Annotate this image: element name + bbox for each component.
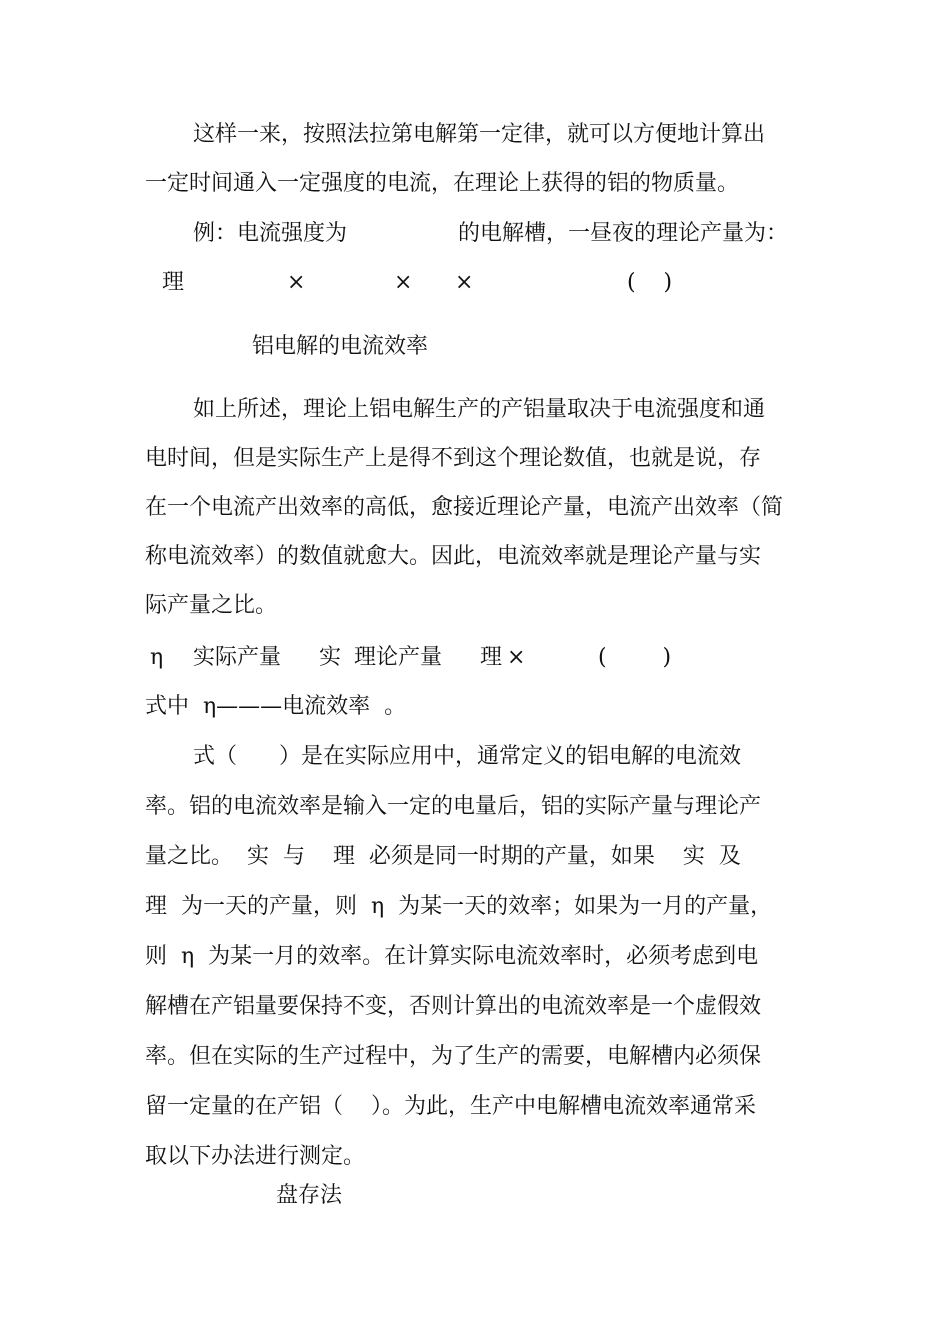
section-title-current-efficiency: 铝电解的电流效率 bbox=[252, 334, 429, 359]
formula1-times-2: × bbox=[394, 270, 413, 295]
formula1-equation-number: ( ) bbox=[627, 270, 673, 295]
formula1-times-3: × bbox=[455, 270, 474, 295]
formula2-equation-number: ( ) bbox=[598, 645, 672, 670]
para3-line6: 解槽在产铝量要保持不变，否则计算出的电流效率是一个虚假效 bbox=[145, 994, 762, 1019]
formula1-lhs: 理 bbox=[162, 270, 185, 295]
para3-line1: 式（ ）是在实际应用中，通常定义的铝电解的电流效 bbox=[193, 744, 741, 769]
formula2-times: × bbox=[507, 645, 526, 670]
para3-line2: 率。铝的电流效率是输入一定的电量后，铝的实际产量与理论产 bbox=[145, 794, 762, 819]
para1-line1: 这样一来，按照法拉第电解第一定律，就可以方便地计算出 bbox=[193, 122, 766, 147]
formula2-theory-output: 理论产量 bbox=[354, 645, 443, 670]
para3-line9: 取以下办法进行测定。 bbox=[145, 1144, 366, 1169]
formula2-theory-subscript: 理 bbox=[480, 645, 503, 670]
para3-line5: 则 η 为某一月的效率。在计算实际电流效率时，必须考虑到电 bbox=[145, 944, 759, 969]
para1-line2: 一定时间通入一定强度的电流，在理论上获得的铝的物质量。 bbox=[145, 171, 740, 196]
para3-line8: 留一定量的在产铝（ ）。为此，生产中电解槽电流效率通常采 bbox=[145, 1094, 756, 1119]
para2-line1: 如上所述，理论上铝电解生产的产铝量取决于电流强度和通 bbox=[193, 397, 766, 422]
para2-line2: 电时间，但是实际生产上是得不到这个理论数值，也就是说，存 bbox=[145, 446, 762, 471]
example-suffix: 的电解槽，一昼夜的理论产量为： bbox=[458, 221, 789, 246]
section-title-inventory-method: 盘存法 bbox=[276, 1183, 343, 1208]
example-prefix: 例：电流强度为 bbox=[193, 221, 348, 246]
para2-line5: 际产量之比。 bbox=[145, 593, 278, 618]
para3-line4: 理 为一天的产量，则 η 为某一天的效率；如果为一月的产量， bbox=[145, 894, 773, 919]
formula2-eta: η bbox=[150, 645, 164, 670]
para3-line3: 量之比。 实 与 理 必须是同一时期的产量，如果 实 及 bbox=[145, 844, 741, 869]
formula2-actual-subscript: 实 bbox=[319, 645, 342, 670]
para2-line3: 在一个电流产出效率的高低，愈接近理论产量，电流产出效率（简 bbox=[145, 495, 784, 520]
para3-line7: 率。但在实际的生产过程中，为了生产的需要，电解槽内必须保 bbox=[145, 1044, 762, 1069]
para2-line4: 称电流效率）的数值就愈大。因此，电流效率就是理论产量与实 bbox=[145, 544, 762, 569]
formula-where-line: 式中 η———电流效率 。 bbox=[145, 694, 407, 719]
formula1-times-1: × bbox=[287, 270, 306, 295]
formula2-actual-output: 实际产量 bbox=[193, 645, 282, 670]
